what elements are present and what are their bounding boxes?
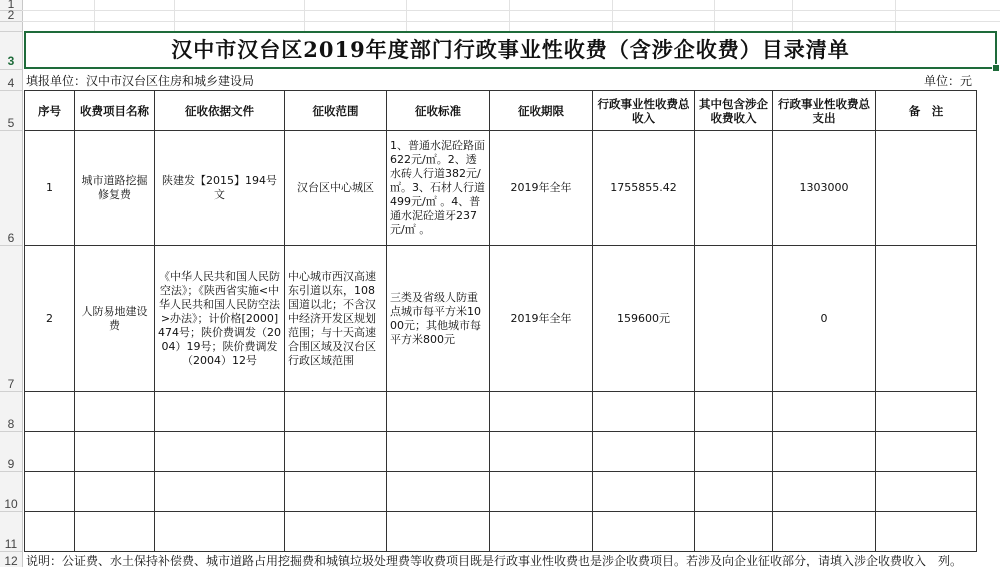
empty-cell[interactable] [75, 472, 155, 512]
gridline [792, 0, 793, 31]
cell-name[interactable]: 人防易地建设费 [75, 246, 155, 392]
row-divider [0, 90, 22, 91]
cell-basis[interactable]: 《中华人民共和国人民防空法》；《陕西省实施<中华人民共和国人民防空法>办法》；计价格[2000]474号；陕价费调发（2004）19号；陕价费调发（2004）12号 [155, 246, 285, 392]
empty-cell[interactable] [773, 432, 876, 472]
empty-cell[interactable] [695, 512, 773, 552]
empty-cell[interactable] [155, 472, 285, 512]
row-number-2[interactable]: 2 [7, 8, 15, 22]
row-divider [0, 471, 22, 472]
cell-income[interactable]: 1755855.42 [593, 131, 695, 246]
cell-name[interactable]: 城市道路挖掘修复费 [75, 131, 155, 246]
cell-scope[interactable]: 汉台区中心城区 [285, 131, 387, 246]
row-number-12[interactable]: 12 [4, 554, 18, 568]
empty-cell[interactable] [695, 432, 773, 472]
empty-cell[interactable] [593, 392, 695, 432]
empty-cell[interactable] [695, 392, 773, 432]
fee-table [24, 90, 977, 552]
header-cell[interactable]: 征收期限 [490, 91, 593, 131]
header-cell[interactable]: 其中包含涉企收费收入 [695, 91, 773, 131]
empty-cell[interactable] [25, 512, 75, 552]
gridline [509, 0, 510, 31]
fill-handle[interactable] [992, 64, 1000, 72]
empty-cell[interactable] [25, 432, 75, 472]
empty-cell[interactable] [25, 392, 75, 432]
cell-basis[interactable]: 陕建发【2015】194号文 [155, 131, 285, 246]
empty-cell[interactable] [25, 472, 75, 512]
row-number-6[interactable]: 6 [7, 231, 15, 245]
row-divider [0, 391, 22, 392]
cell-standard[interactable]: 三类及省级人防重点城市每平方米1000元；其他城市每平方米800元 [387, 246, 490, 392]
header-cell[interactable]: 行政事业性收费总收入 [593, 91, 695, 131]
empty-cell[interactable] [75, 392, 155, 432]
empty-cell[interactable] [695, 472, 773, 512]
empty-cell[interactable] [155, 432, 285, 472]
empty-cell[interactable] [155, 392, 285, 432]
row-divider [0, 245, 22, 246]
cell-scope[interactable]: 中心城市西汉高速东引道以东，108国道以北；不含汉中经济开发区规划范围；与十天高速合围区域及汉台区行政区域范围 [285, 246, 387, 392]
empty-cell[interactable] [490, 472, 593, 512]
cell-enterprise-income[interactable] [695, 246, 773, 392]
cell-income[interactable]: 159600元 [593, 246, 695, 392]
row-number-9[interactable]: 9 [7, 457, 15, 471]
empty-cell[interactable] [876, 472, 977, 512]
empty-cell[interactable] [155, 512, 285, 552]
empty-cell[interactable] [876, 392, 977, 432]
empty-cell[interactable] [387, 392, 490, 432]
empty-cell[interactable] [387, 472, 490, 512]
header-cell[interactable]: 征收标准 [387, 91, 490, 131]
header-cell[interactable]: 征收范围 [285, 91, 387, 131]
cell-no[interactable]: 1 [25, 131, 75, 246]
row-header-column [0, 0, 23, 567]
sheet-area[interactable] [22, 0, 1000, 567]
cell-enterprise-income[interactable] [695, 131, 773, 246]
row-number-10[interactable]: 10 [4, 497, 18, 511]
gridline [895, 0, 896, 31]
reporting-unit[interactable]: 填报单位：汉中市汉台区住房和城乡建设局 [26, 74, 255, 88]
header-cell[interactable]: 收费项目名称 [75, 91, 155, 131]
gridline [714, 0, 715, 31]
table-row [25, 432, 977, 472]
footnote[interactable]: 说明：公证费、水土保持补偿费、城市道路占用挖掘费和城镇垃圾处理费等收费项目既是行政事业性收费也是涉企收费项目。若涉及向企业征收部分，请填入涉企收费收入 列。 [26, 554, 963, 567]
header-cell[interactable]: 行政事业性收费总支出 [773, 91, 876, 131]
row-divider [0, 130, 22, 131]
row-number-3[interactable]: 3 [7, 54, 15, 68]
cell-period[interactable]: 2019年全年 [490, 131, 593, 246]
cell-expense[interactable]: 0 [773, 246, 876, 392]
cell-no[interactable]: 2 [25, 246, 75, 392]
empty-cell[interactable] [593, 512, 695, 552]
table-row [25, 472, 977, 512]
sheet-title[interactable]: 汉中市汉台区2019年度部门行政事业性收费（含涉企收费）目录清单 [24, 31, 997, 69]
gridline [22, 10, 1000, 11]
table-row [25, 392, 977, 432]
header-row [25, 91, 977, 131]
cell-remark[interactable] [876, 131, 977, 246]
cell-expense[interactable]: 1303000 [773, 131, 876, 246]
row-number-11[interactable]: 11 [4, 537, 18, 551]
row-number-8[interactable]: 8 [7, 417, 15, 431]
empty-cell[interactable] [285, 432, 387, 472]
empty-cell[interactable] [490, 432, 593, 472]
empty-cell[interactable] [285, 512, 387, 552]
row-number-5[interactable]: 5 [7, 116, 15, 130]
empty-cell[interactable] [75, 432, 155, 472]
row-number-4[interactable]: 4 [7, 76, 15, 90]
empty-cell[interactable] [387, 512, 490, 552]
empty-cell[interactable] [490, 392, 593, 432]
empty-cell[interactable] [285, 392, 387, 432]
header-cell[interactable]: 序号 [25, 91, 75, 131]
header-cell[interactable]: 备 注 [876, 91, 977, 131]
table-row [25, 246, 977, 392]
table-row [25, 131, 977, 246]
row-number-7[interactable]: 7 [7, 377, 15, 391]
row-divider [0, 511, 22, 512]
cell-standard[interactable]: 1、普通水泥砼路面622元/㎡。2、透水砖人行道382元/㎡。3、石材人行道499元/㎡ 。4、普通水泥砼道牙237元/㎡ 。 [387, 131, 490, 246]
gridline [304, 0, 305, 31]
empty-cell[interactable] [75, 512, 155, 552]
gridline [612, 0, 613, 31]
empty-cell[interactable] [593, 432, 695, 472]
row-divider [0, 69, 22, 70]
empty-cell[interactable] [593, 472, 695, 512]
cell-remark[interactable] [876, 246, 977, 392]
empty-cell[interactable] [490, 512, 593, 552]
row-divider [0, 551, 22, 552]
row-divider [0, 31, 22, 32]
empty-cell[interactable] [387, 432, 490, 472]
empty-cell[interactable] [773, 472, 876, 512]
table-row [25, 512, 977, 552]
gridline [406, 0, 407, 31]
gridline [22, 21, 1000, 22]
header-cell[interactable]: 征收依据文件 [155, 91, 285, 131]
row-divider [0, 431, 22, 432]
empty-cell[interactable] [876, 512, 977, 552]
cell-period[interactable]: 2019年全年 [490, 246, 593, 392]
gridline [94, 0, 95, 31]
empty-cell[interactable] [876, 432, 977, 472]
row-number-1[interactable]: 1 [7, 0, 15, 11]
gridline [174, 0, 175, 31]
empty-cell[interactable] [773, 512, 876, 552]
empty-cell[interactable] [773, 392, 876, 432]
empty-cell[interactable] [285, 472, 387, 512]
currency-unit[interactable]: 单位：元 [923, 74, 972, 88]
